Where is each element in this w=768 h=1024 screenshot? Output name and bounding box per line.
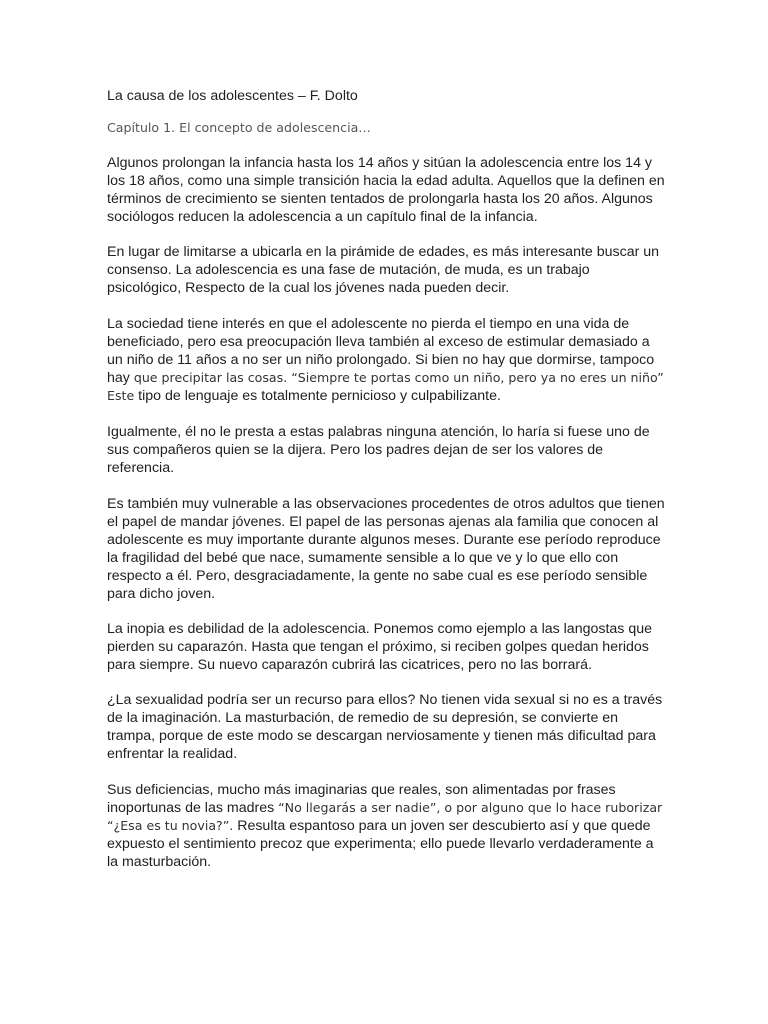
paragraph-1: Algunos prolongan la infancia hasta los 14 años y sitúan la adolescencia entre los 14 y los 18 años, como una simple transición hacia la edad adulta. Aquellos que la definen en términos de crecimiento se sienten tentados de prolongarla hasta los 20 años. Algunos sociólogos reducen la adolescencia a un capítulo final de la infancia. [107, 155, 665, 225]
paragraph-3-part-a: La sociedad tiene interés en que el adolescente no pierda el tiempo en una vida de beneficiado, pero esa preocupación lleva también al exceso de estimular demasiado a un niño de 11 años a no ser un niño prolongado. Si bien no hay que dormirse, tampoco hay [107, 316, 655, 386]
paragraph-8 [107, 781, 667, 871]
document-page [107, 86, 667, 889]
paragraph-2: En lugar de limitarse a ubicarla en la pirámide de edades, es más interesante buscar un consenso. La adolescencia es una fase de mutación, de muda, es un trabajo psicológico, Respecto de la cual los jóvenes nada pueden decir. [107, 244, 660, 296]
paragraph-5: Es también muy vulnerable a las observaciones procedentes de otros adultos que tienen el papel de mandar jóvenes. El papel de las personas ajenas ala familia que conocen al adolescente es muy importante durante algunos meses. Durante ese período reproduce la fragilidad del bebé que nace, sumamente sensible a lo que ve y lo que ello con respecto a él. Pero, desgraciadamente, la gente no sabe cual es ese período sensible para dicho joven. [107, 496, 665, 602]
document-title: La causa de los adolescentes – F. Dolto [107, 88, 358, 104]
chapter-heading: Capítulo 1. El concepto de adolescencia… [107, 120, 371, 135]
paragraph-3-quote: que precipitar las cosas. “Siempre te portas como un niño, pero ya no eres un niño” Este [107, 370, 664, 403]
paragraph-4: Igualmente, él no le presta a estas palabras ninguna atención, lo haría si fuese uno de sus compañeros quien se la dijera. Pero los padres dejan de ser los valores de referencia. [107, 424, 650, 476]
paragraph-8-part-a: Sus deficiencias, mucho más imaginarias que reales, son alimentadas por frases inoportunas de las madres [107, 782, 616, 816]
paragraph-3-part-c: tipo de lenguaje es totalmente pernicioso y culpabilizante. [134, 388, 501, 404]
paragraph-8-quote: “No llegarás a ser nadie”, o por alguno que lo hace ruborizar “¿Esa es tu novia?”. [107, 800, 663, 833]
paragraph-8-part-c: Resulta espantoso para un joven ser descubierto así y que quede expuesto el sentimiento precoz que experimenta; ello puede llevarlo verdaderamente a la masturbación. [107, 818, 654, 870]
paragraph-6: La inopia es debilidad de la adolescencia. Ponemos como ejemplo a las langostas que pierden su caparazón. Hasta que tengan el próximo, si reciben golpes quedan heridos para siempre. Su nuevo caparazón cubrirá las cicatrices, pero no las borrará. [107, 621, 652, 673]
paragraph-7: ¿La sexualidad podría ser un recurso para ellos? No tienen vida sexual si no es a través de la imaginación. La masturbación, de remedio de su depresión, se convierte en trampa, porque de este modo se descargan nerviosamente y tienen más dificultad para enfrentar la realidad. [107, 692, 663, 762]
paragraph-3 [107, 315, 667, 405]
